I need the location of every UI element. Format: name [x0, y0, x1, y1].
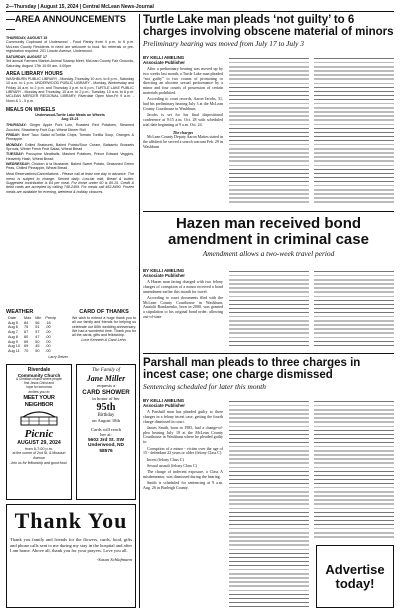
ad-event: Picnic: [24, 428, 54, 441]
article-byline: BY KELLI AMELING: [143, 268, 185, 273]
thank-you-signature: -Susan Schlafmann: [96, 556, 132, 562]
article-paragraph: Jacobs is set for his final dispositional conference at 9:15 a.m. Oct. 28 with scheduled trial date beginning at 9 a.m. Oct. 24.: [143, 112, 223, 127]
header-rule: [6, 11, 394, 12]
article-deck: Sentencing scheduled for later this month: [143, 382, 266, 392]
article-paragraph: According to court documents filed with the McLean County Courthouse in Washburn, Anatolii Bondarenko, born in 2000, was granted a stipulation to his original bond order, allowing out-of-state: [143, 294, 223, 320]
article-paragraph: Sexual assault (felony Class C): [147, 462, 197, 468]
article-byline-role: Associate Publisher: [143, 273, 185, 278]
weather-title: WEATHER: [6, 309, 34, 315]
weather-credit: Larry Delzer: [48, 354, 68, 359]
announcement-heading: SATURDAY, AUGUST 17: [6, 55, 48, 60]
article-column-filler: [229, 55, 309, 205]
shower-date: on August 18th: [91, 418, 121, 424]
picnic-basket-icon: [9, 409, 69, 427]
article-paragraph: Smith is scheduled for sentencing at 9 a.m. Aug. 26 in Burleigh County.: [143, 480, 223, 491]
ad-headline: MEET YOUR NEIGHBOR: [23, 395, 55, 408]
article-deck: Preliminary hearing was moved from July 17 to July 3: [143, 39, 304, 49]
article-column: [143, 55, 223, 150]
article-column-filler: [314, 55, 394, 205]
shower-honor: in honor of her: [92, 396, 120, 401]
ad-place: at the corner of 2nd St. & Missouri Avenue: [12, 451, 66, 460]
article-paragraph: A Parshall man has pleaded guilty to three charges in a felony incest case, getting the fourth charge dismissed in court.: [143, 409, 223, 424]
ad-date: AUGUST 29, 2024: [17, 440, 61, 447]
announcement-body: 3rd annual Farmers Market-Animal Swamp Meet, McLean County Fair Grounds, Saturday, August 17th 10:00 am- 4:00pm: [6, 59, 134, 68]
shower-reach: Cards will reach: [90, 426, 122, 432]
ad-tagline: A Christian church where people: [16, 377, 62, 382]
meal-day: WEDNESDAY: Chicken á la Mustarde, Baked Sweet Potato, Seasoned Green Peas, Chilled Pineapple, Wheat Bread: [6, 161, 134, 171]
thank-you-ad: [6, 504, 136, 608]
thank-you-title: Thank You: [14, 508, 128, 533]
article-byline-role: Associate Publisher: [143, 60, 185, 65]
thank-you-body: Thank you family and friends for the flowers, cards, food, gifts and phone calls sent to me during my stay in the hospital and after I am home. Above all, thank you for your prayers. Love you all.: [10, 537, 132, 554]
shower-age: 95th: [96, 401, 116, 413]
article-headline: Parshall man pleads to three charges in incest case; one charge dismissed: [143, 357, 361, 382]
article-paragraph: Incest (felony Class C): [147, 456, 184, 462]
meals-title: MEALS ON WHEELS: [6, 106, 56, 113]
left-column: [6, 14, 134, 194]
page-header: 2—Thursday | August 15, 2024 | Central McLean News-Journal: [6, 4, 154, 10]
shower-address: 5602 3rd St. SW: [88, 437, 124, 443]
article-column-filler: [229, 398, 309, 608]
library-body: WASHBURN PUBLIC LIBRARY - Monday-Thursday 10 a.m. to 6 p.m., Saturday 10 a.m. to 1 p.m. UNDERWOOD PUBLIC LIBRARY - Monday, Wednesday and Friday 10 a.m. to 2 p.m. and Thursday 3 p.m. to 6 p.m. TURTLE LAKE PUBLIC LIBRARY - Monday and Thursday, 10 a.m. to 2 p.m.; Tuesday, 10 a.m. to 6 p.m. MCLEAN MERCER REGIONAL LIBRARY, Riverdale Open Mon-Fri 9 a.m. - Noon & 1 - 5 p.m.: [6, 77, 134, 103]
article-hazen: [143, 216, 394, 258]
article-paragraph: Corruption of a minor - victim over the age of 15 - defendant 22 years or older (felony Class C): [143, 445, 223, 456]
announcement-heading: THURSDAY, AUGUST 15: [6, 36, 48, 40]
meal-day: TUESDAY: Porcupine Meatballs, Mashed Potatoes, Prince Edward Veggies, Heavenly Hash, Wheat Bread: [6, 152, 134, 161]
article-byline: BY KELLI AMELING: [143, 398, 185, 403]
article-column: [143, 268, 223, 321]
weather-table: [6, 316, 58, 354]
weather-box: [6, 309, 68, 359]
table-row: Aug 5 84 56 .18: [8, 320, 51, 325]
meals-dates: Aug 15-21: [61, 117, 79, 122]
card-of-thanks-title: CARD OF THANKS: [79, 309, 129, 315]
card-of-thanks-signature: Love Kenneth & Carol Lehn.: [81, 338, 127, 343]
picnic-ad: [6, 364, 72, 500]
article-headline: Hazen man received bond amendment in criminal case: [168, 215, 369, 248]
article-byline: BY KELLI AMELING: [143, 55, 185, 60]
article-turtle-lake: [143, 14, 394, 48]
shower-birthday: Birthday: [97, 412, 115, 418]
card-of-thanks: [72, 309, 136, 343]
shower-zip: 58576: [99, 449, 113, 455]
card-of-thanks-body: We wish to extend a huge thank you to all our family and friends for helping us celebrate our 60th wedding anniversary. We had a wonderful time. Thank you for all the cards, gifts and fellowship.: [72, 316, 136, 338]
article-subhead: The charges: [172, 129, 194, 135]
card-shower-ad: [76, 364, 136, 500]
article-deck: Amendment allows a two-week travel period: [202, 249, 335, 258]
article-column-filler: [314, 398, 394, 538]
announcement-item: [6, 55, 134, 68]
shower-requests: requests a: [96, 383, 116, 388]
library-title: AREA LIBRARY HOURS: [6, 71, 63, 78]
table-row: Aug 9 69 50 .00: [8, 339, 51, 344]
article-byline-role: Associate Publisher: [143, 403, 185, 408]
article-paragraph: The charge of indecent exposure, a Class A misdemeanor, was dismissed during the hearing.: [143, 469, 223, 480]
article-parshall: [143, 357, 394, 391]
table-row: Aug 8 80 47 .00: [8, 334, 51, 339]
meals-note: Meal Reservations/Cancellations - Please call at least one day in advance. The menu is subject to change. Served daily: Low-fat milk, Bread & butter. Suggested contribution is $4 per meal. For those under 60 is $5.15. Credit & debit cards are accepted by calling 748-2459. For meals call 462-8490. Frozen meals are available for evening, weekend & holiday closures.: [6, 172, 134, 194]
article-column-filler: [314, 268, 394, 346]
ad-tagline: find Jesus Christ and: [24, 381, 54, 386]
meal-day: MONDAY: Grilled Bratwurst, Baked Potato/Sour Cream, Balsamic Brussels Sprouts, Winter Fresh Fruit Salad, Wheat Bread: [6, 142, 134, 151]
ad-church-name-2: Community Church: [17, 373, 61, 378]
article-column: [143, 398, 223, 492]
ad-time: from 5-7:00 p.m.: [25, 446, 53, 451]
ad-tagline: hope for tomorrow: [26, 385, 52, 390]
announcement-body: Community Cupboard of Underwood - Food Pantry from 4 p.m. to 6 p.m. McLean County Residents in need are welcome to food. No referrals or pre-registration required. 201 Lincoln Avenue, Underwood.: [6, 40, 134, 53]
meal-day: FRIDAY: Beef Taco Salad w/Tortilla Chips, Tomato Tortilla Soup, Oranges & Pineapple: [6, 133, 135, 142]
shower-family: The Family of: [91, 368, 121, 373]
advertise-promo-text: Advertise today!: [325, 561, 385, 591]
table-row: Aug 11 70 50 .00: [8, 348, 51, 353]
article-paragraph: After a preliminary hearing was moved up by two weeks last month, a Turtle Lake man pleaded “not guilty” to two counts of promoting or directing an obscene sexual performance by a minor and four counts of possession of certain materials prohibited.: [143, 66, 223, 95]
meal-day: THURSDAY: Ginger Apple Pork Loin, Roasted Red Potatoes, Steamed Zucchini, Strawberry Fruit Cup, Wheat Dinner Roll: [6, 123, 135, 132]
announcement-item: [6, 36, 134, 53]
article-paragraph: McLean County Deputy Aaron Mattes stated in the affidavit he served a search warrant Feb. 29 in Washburn: [143, 134, 223, 149]
article-paragraph: A Hazen man facing charged with two felony charges of corruption of a minor received a bond amendment earlier this month for travel.: [143, 279, 223, 294]
section-rule: [143, 353, 394, 354]
table-header-row: Date Max Min Precip: [8, 316, 57, 320]
article-paragraph: According to court records, Aaron Jacobs, 31, had his preliminary hearing July 3 at the McLean County Courthouse in Washburn.: [143, 96, 223, 111]
article-column-filler: [229, 268, 309, 346]
area-announcements-title: —AREA ANNOUNCEMENTS—: [6, 14, 126, 34]
table-row: Aug 10 69 45 .00: [8, 344, 51, 349]
ad-invite: invites you to: [28, 390, 50, 395]
article-paragraph: James Smith, born in 1985, had a change-of-plea hearing July 18 at the McLean County Courthouse in Washburn where he pleaded guilty to:: [143, 424, 223, 445]
table-row: Aug 6 75 51 .00: [8, 325, 51, 330]
article-headline: Turtle Lake man pleads ‘not guilty’ to 6 charges involving obscene material of minors: [143, 14, 394, 39]
advertise-promo: [316, 545, 394, 608]
shower-name: Jane Miller: [86, 374, 126, 383]
ad-note: Join us for fellowship and good food.: [10, 460, 68, 465]
meals-subtitle: Underwood-Turtle Lake Meals on Wheels: [35, 112, 105, 117]
shower-city: Underwood, ND: [88, 443, 124, 449]
table-row: Aug 7 67 57 .00: [8, 330, 51, 335]
section-rule: [143, 211, 394, 212]
shower-at: her at:: [100, 432, 112, 438]
ad-church-name: Riverdale: [27, 367, 51, 373]
shower-event: CARD SHOWER: [82, 388, 130, 396]
column-divider: [139, 14, 140, 608]
